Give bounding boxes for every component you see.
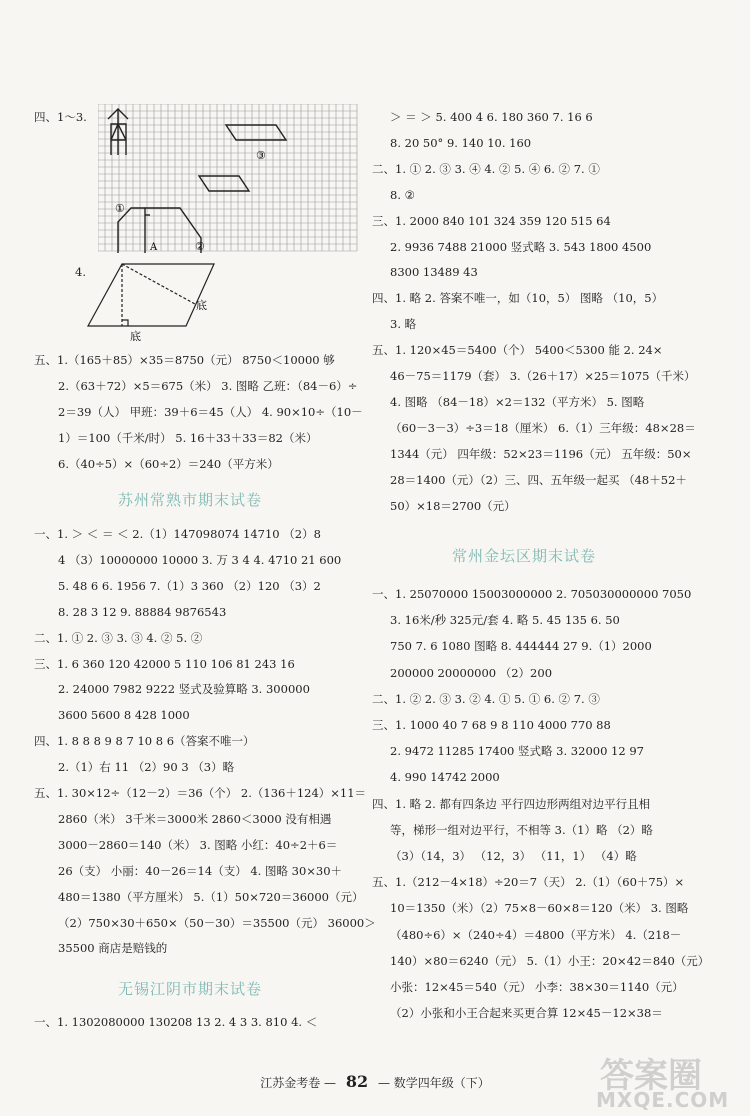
answer-line: （2）750×30＋650×（50－30）＝35500（元） 36000＞: [58, 915, 376, 930]
answer-line: 2. 9472 11285 17400 竖式略 3. 32000 12 97: [390, 744, 644, 759]
answer-line: 2.（1）右 11 （2）90 3 （3）略: [58, 760, 235, 775]
answer-line: 三、1. 2000 840 101 324 359 120 515 64: [372, 213, 611, 228]
answer-line: 140）×80＝6240（元） 5.（1）小王：20×42＝840（元）: [390, 953, 710, 968]
answer-line: 五、1. 120×45＝5400（个） 5400＜5300 能 2. 24×: [372, 343, 663, 358]
answer-line: 1344（元） 四年级：52×23＝1196（元） 五年级：50×: [390, 446, 692, 461]
answer-line: 五、1. 30×12÷（12－2）＝36（个） 2.（136＋124）×11＝: [34, 786, 367, 800]
section-heading-changzhou: 常州金坛区期末试卷: [452, 547, 597, 565]
footer-book-title: 江苏金考卷: [260, 1076, 321, 1090]
answer-line: 46－75＝1179（套） 3.（26＋17）×25＝1075（千米）: [390, 369, 696, 383]
grid-label-1: ①: [115, 202, 125, 215]
answer-line: 2＝39（人） 甲班：39＋6＝45（人） 4. 90×10÷（10－: [58, 405, 363, 419]
answer-line: 三、1. 6 360 120 42000 5 110 106 81 243 16: [34, 656, 295, 671]
grid-label-3: ③: [256, 149, 266, 162]
grid-label-2: ②: [195, 240, 205, 253]
answer-line: 二、1. ① 2. ③ 3. ③ 4. ② 5. ②: [34, 630, 203, 645]
answer-line: （60－3－3）÷3＝18（厘米） 6.（1）三年级：48×28＝: [390, 420, 696, 435]
answer-line: 4. 990 14742 2000: [390, 770, 500, 785]
answer-line: 二、1. ② 2. ③ 3. ② 4. ① 5. ① 6. ② 7. ③: [372, 691, 600, 706]
answer-line: 50）×18＝2700（元）: [390, 498, 516, 513]
page-footer: 江苏金考卷 — 82 — 数学四年级（下）: [260, 1072, 490, 1091]
watermark-url: MXQE.COM: [596, 1088, 730, 1112]
answer-line: 五、1.（165＋85）×35＝8750（元） 8750＜10000 够: [34, 353, 335, 367]
section-heading-suzhou: 苏州常熟市期末试卷: [118, 491, 263, 509]
answer-line: 8. ②: [390, 187, 415, 202]
answer-line: 3600 5600 8 428 1000: [58, 708, 190, 723]
answer-line: 2.（63＋72）×5＝675（米） 3. 图略 乙班：（84－6）÷: [58, 379, 358, 393]
answer-line: 8. 28 3 12 9. 88884 9876543: [58, 604, 227, 619]
answer-line: 4. 图略 （84－18）×2＝132（平方米） 5. 图略: [390, 394, 645, 409]
grid-figure: [98, 104, 360, 254]
section-heading-wuxi: 无锡江阴市期末试卷: [118, 980, 263, 998]
answer-line: 3. 略: [390, 317, 417, 332]
answer-line: 8. 20 50° 9. 140 10. 160: [390, 135, 532, 150]
answer-line: 480＝1380（平方厘米） 5.（1）50×720＝36000（元）: [58, 889, 364, 904]
answer-line: 3. 16米/秒 325元/套 4. 略 5. 45 135 6. 50: [390, 613, 620, 628]
section-label-1-3: 四、1～3.: [34, 110, 87, 124]
answer-line: 35500 商店是赔钱的: [58, 941, 168, 956]
answer-line: （3）（14，3） （12，3） （11，1） （4）略: [390, 849, 637, 863]
answer-line: 8300 13489 43: [390, 265, 478, 280]
parallelogram-figure: [82, 258, 222, 344]
answer-line: 二、1. ① 2. ③ 3. ④ 4. ② 5. ④ 6. ② 7. ①: [372, 161, 600, 176]
answer-line: （480÷6）×（240÷4）＝4800（平方米） 4.（218－: [390, 927, 682, 942]
answer-line: 等，梯形一组对边平行，不相等 3.（1）略 （2）略: [390, 822, 653, 837]
answer-line: 一、1. 25070000 15003000000 2. 705030000000 7050: [372, 587, 692, 601]
answer-line: 1）＝100（千米/时） 5. 16＋33＋33＝82（米）: [58, 431, 318, 445]
watermark-logo: 答案圈: [600, 1056, 702, 1096]
section-label-4: 4.: [75, 265, 86, 279]
answer-line: 750 7. 6 1080 图略 8. 444444 27 9.（1）2000: [390, 639, 652, 654]
answer-line: （2）小张和小王合起来买更合算 12×45－12×38＝: [390, 1006, 663, 1021]
answer-line: 3000－2860＝140（米） 3. 图略 小红：40÷2＋6＝: [58, 837, 338, 852]
answer-line: ＞ ＝ ＞ 5. 400 4 6. 180 360 7. 16 6: [390, 110, 593, 124]
answer-line: 一、1. 1302080000 130208 13 2. 4 3 3. 810 4. ＜: [34, 1015, 318, 1029]
answer-line: 2. 24000 7982 9222 竖式及验算略 3. 300000: [58, 682, 310, 697]
footer-subject: 数学四年级（下）: [393, 1076, 490, 1090]
answer-line: 一、1. ＞ ＜ ＝ ＜ 2.（1）147098074 14710 （2）8: [34, 527, 321, 541]
grid-label-a: A: [150, 242, 158, 253]
answer-line: 四、1. 8 8 8 9 8 7 10 8 6（答案不唯一）: [34, 734, 255, 749]
answer-line: 三、1. 1000 40 7 68 9 8 110 4000 770 88: [372, 718, 611, 732]
answer-line: 四、1. 略 2. 都有四条边 平行四边形两组对边平行且相: [372, 796, 651, 811]
answer-line: 五、1.（212－4×18）÷20＝7（天） 2.（1）（60＋75）×: [372, 875, 685, 890]
answer-line: 28＝1400（元）（2）三、四、五年级一起买 （48＋52＋: [390, 472, 687, 487]
answer-line: 小张：12×45＝540（元） 小李：38×30＝1140（元）: [390, 980, 684, 994]
answer-line: 2860（米） 3千米＝3000米 2860＜3000 没有相遇: [58, 811, 332, 826]
answer-line: 5. 48 6 6. 1956 7.（1）3 360 （2）120 （3）2: [58, 578, 321, 593]
answer-line: 6.（40÷5）×（60÷2）＝240（平方米）: [58, 457, 279, 471]
answer-line: 26（支） 小丽：40－26＝14（支） 4. 图略 30×30＋: [58, 863, 343, 878]
answer-line: 四、1. 略 2. 答案不唯一，如（10，5） 图略 （10，5）: [372, 291, 664, 306]
page-number: 82: [345, 1072, 369, 1091]
answer-line: 200000 20000000 （2）200: [390, 665, 553, 680]
base-label-right: 底: [196, 299, 207, 312]
base-label-bottom: 底: [130, 330, 141, 343]
answer-line: 2. 9936 7488 21000 竖式略 3. 543 1800 4500: [390, 239, 652, 254]
answer-line: 4 （3）10000000 10000 3. 万 3 4 4. 4710 21 600: [58, 552, 342, 567]
answer-line: 10＝1350（米）（2）75×8－60×8＝120（米） 3. 图略: [390, 901, 689, 916]
